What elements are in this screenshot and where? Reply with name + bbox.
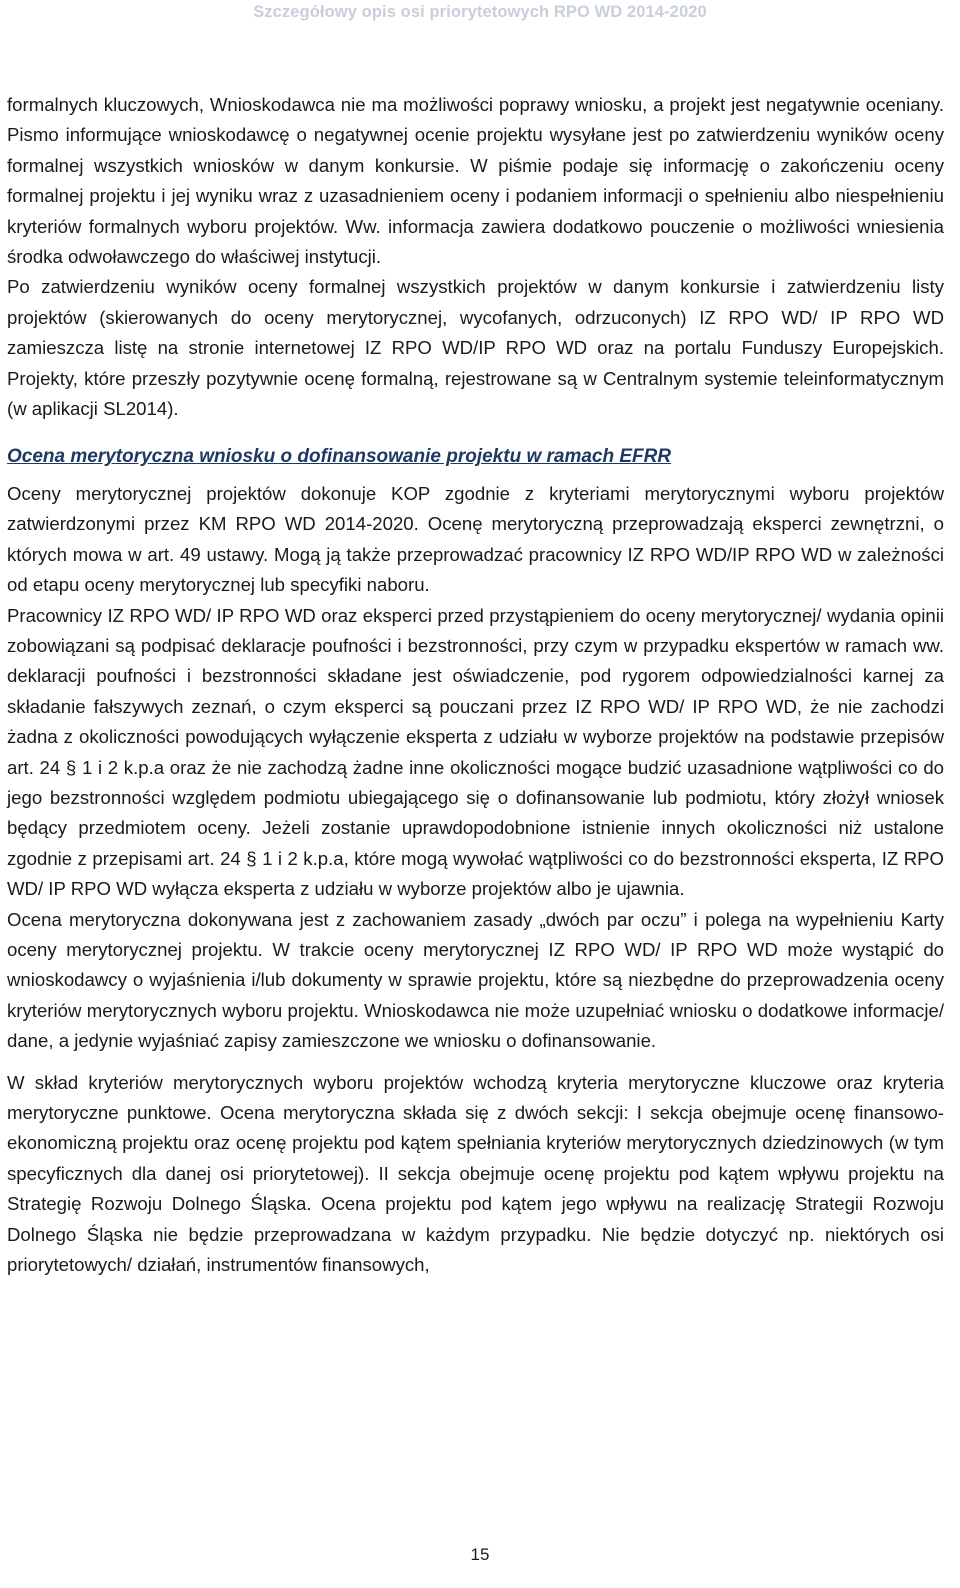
paragraph-impartiality-declaration: Pracownicy IZ RPO WD/ IP RPO WD oraz eksperci przed przystąpieniem do oceny merytorycznej/ wydania opinii zobowiązani są podpisać deklaracje poufności i bezstronności, przy czym w przypadku ekspertów w ramach ww. deklaracji poufności i bezstronności składane jest oświadczenie, pod rygorem odpowiedzialności karnej za składanie fałszywych zeznań, o czym eksperci są pouczani przez IZ RPO WD/ IP RPO WD, że nie zachodzi żadna z okoliczności powodujących wyłączenie eksperta z udziału w wyborze projektów na podstawie przepisów art. 24 § 1 i 2 k.p.a oraz że nie zachodzą żadne inne okoliczności mogące budzić uzasadnione wątpliwości co do jego bezstronności względem podmiotu ubiegającego się o dofinansowanie lub podmiotu, który złożył wniosek będący przedmiotem oceny. Jeżeli zostanie uprawdopodobnione istnienie innych okoliczności niż ustalone zgodnie z przepisami art. 24 § 1 i 2 k.p.a, które mogą wywołać wątpliwości co do bezstronności eksperta, IZ RPO WD/ IP RPO WD wyłącza eksperta z udziału w wyborze projektów albo je ujawnia. (7, 604, 944, 900)
page-number: 15 (470, 1545, 490, 1564)
paragraph-formal-evaluation-list: Po zatwierdzeniu wyników oceny formalnej wszystkich projektów w danym konkursie i zatwierdzeniu listy projektów (skierowanych do oceny merytorycznej, wycofanych, odrzuconych) IZ RPO WD/ IP RPO WD zamieszcza listę na stronie internetowej IZ RPO WD/IP RPO WD oraz na portalu Funduszy Europejskich. Projekty, które przeszły pozytywnie ocenę formalną, rejestrowane są w Centralnym systemie teleinformatycznym (w aplikacji SL2014). (7, 276, 944, 420)
document-body (7, 90, 944, 1280)
paragraph-two-pairs-of-eyes: Ocena merytoryczna dokonywana jest z zachowaniem zasady „dwóch par oczu” i polega na wypełnieniu Karty oceny merytorycznej projektu. W trakcie oceny merytorycznej IZ RPO WD/ IP RPO WD może wystąpić do wnioskodawcy o wyjaśnienia i/lub dokumenty w sprawie projektu, które są niezbędne do przeprowadzenia oceny kryteriów merytorycznych wyboru projektu. Wnioskodawca nie może uzupełniać wniosku o dodatkowe informacje/ dane, a jedynie wyjaśniać zapisy zamieszczone we wniosku o dofinansowanie. (7, 908, 944, 1052)
paragraph-merit-evaluation-kop: Oceny merytorycznej projektów dokonuje KOP zgodnie z kryteriami merytorycznymi wyboru projektów zatwierdzonymi przez KM RPO WD 2014-2020. Ocenę merytoryczną przeprowadzają eksperci zewnętrzni, o których mowa w art. 49 ustawy. Mogą ją także przeprowadzać pracownicy IZ RPO WD/IP RPO WD w zależności od etapu oceny merytorycznej lub specyfiki naboru. (7, 482, 944, 596)
section-heading-wrap (7, 442, 944, 472)
page-header: Szczegółowy opis osi priorytetowych RPO WD 2014-2020 (253, 3, 707, 21)
paragraph-formal-evaluation-result: formalnych kluczowych, Wnioskodawca nie ma możliwości poprawy wniosku, a projekt jest negatywnie oceniany. Pismo informujące wnioskodawcę o negatywnej ocenie projektu wysyłane jest po zatwierdzeniu wyników oceny formalnej wszystkich wniosków w danym konkursie. W piśmie podaje się informację o zakończeniu oceny formalnej projektu i jej wyniku wraz z uzasadnieniem oceny i podaniem informacji o spełnieniu albo niespełnieniu kryteriów formalnych wyboru projektów. Ww. informacja zawiera dodatkowo pouczenie o możliwości wniesienia środka odwoławczego do właściwej instytucji. (7, 94, 944, 268)
paragraph-merit-criteria-sections: W skład kryteriów merytorycznych wyboru projektów wchodzą kryteria merytoryczne kluczowe oraz kryteria merytoryczne punktowe. Ocena merytoryczna składa się z dwóch sekcji: I sekcja obejmuje ocenę finansowo-ekonomiczną projektu oraz ocenę projektu pod kątem spełniania kryteriów merytorycznych dziedzinowych (w tym specyficznych dla danej osi priorytetowej). II sekcja obejmuje ocenę projektu pod kątem wpływu projektu na Strategię Rozwoju Dolnego Śląska. Ocena projektu pod kątem jego wpływu na realizację Strategii Rozwoju Dolnego Śląska nie będzie przeprowadzana w każdym przypadku. Nie będzie dotyczyć np. niektórych osi priorytetowych/ działań, instrumentów finansowych, (7, 1071, 944, 1276)
section-heading: Ocena merytoryczna wniosku o dofinansowanie projektu w ramach EFRR (7, 446, 672, 468)
